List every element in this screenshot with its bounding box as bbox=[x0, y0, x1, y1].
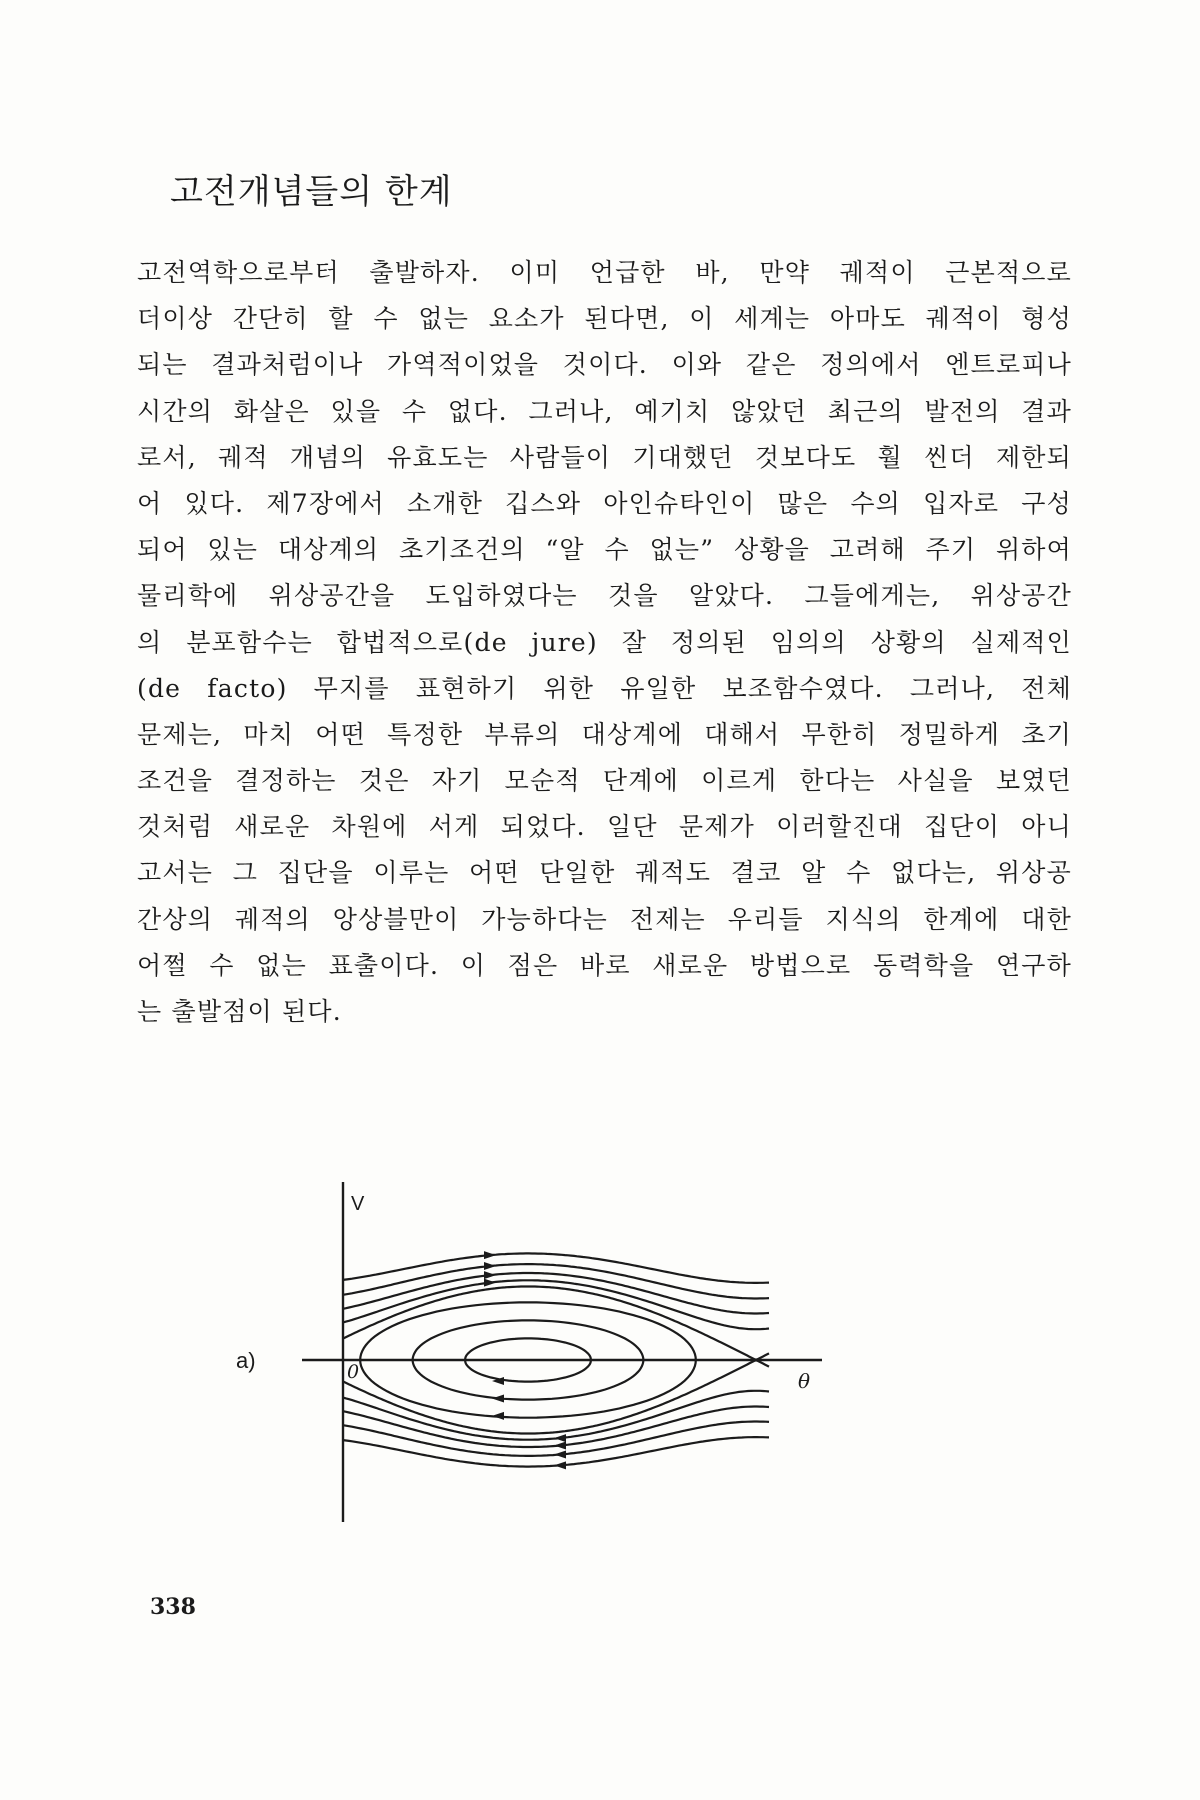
paragraph-line: 시간의 화살은 있을 수 없다. 그러나, 예기치 않았던 최근의 발전의 결과 bbox=[137, 396, 1072, 426]
panel-label: a) bbox=[236, 1348, 256, 1373]
flow-arrow bbox=[554, 1442, 566, 1450]
separatrix bbox=[343, 1287, 769, 1360]
paragraph-line: 고전역학으로부터 출발하자. 이미 언급한 바, 만약 궤적이 근본적으로 bbox=[137, 258, 1072, 287]
origin-label: 0 bbox=[347, 1361, 360, 1383]
flow-arrow bbox=[492, 1412, 504, 1420]
paragraph-line: 고서는 그 집단을 이루는 어떤 단일한 궤적도 결코 알 수 없다는, 위상공 bbox=[137, 858, 1072, 888]
body-paragraph bbox=[137, 250, 1072, 1035]
paragraph-line: 의 분포함수는 합법적으로(de jure) 잘 정의된 임의의 상황의 실제적인 bbox=[137, 627, 1072, 657]
paragraph-line: 간상의 궤적의 앙상블만이 가능하다는 전제는 우리들 지식의 한계에 대한 bbox=[137, 904, 1072, 934]
flow-arrow bbox=[484, 1251, 496, 1259]
phase-portrait-figure bbox=[230, 1130, 950, 1530]
rotation-trajectory bbox=[343, 1253, 769, 1283]
paragraph-line: 물리학에 위상공간을 도입하였다는 것을 알았다. 그들에게는, 위상공간 bbox=[137, 581, 1072, 611]
flow-arrow bbox=[554, 1451, 566, 1459]
paragraph-line: 것처럼 새로운 차원에 서게 되었다. 일단 문제가 이러할진대 집단이 아니 bbox=[137, 812, 1072, 842]
y-axis-label: V bbox=[351, 1193, 365, 1215]
page-number: 338 bbox=[150, 1594, 196, 1620]
paragraph-line: 어쩔 수 없는 표출이다. 이 점은 바로 새로운 방법으로 동력학을 연구하 bbox=[137, 950, 1072, 980]
flow-arrow bbox=[484, 1279, 496, 1287]
paragraph-line: 로서, 궤적 개념의 유효도는 사람들이 기대했던 것보다도 훨 씬더 제한되 bbox=[137, 442, 1072, 472]
flow-arrow bbox=[554, 1461, 566, 1469]
phase-portrait-svg bbox=[230, 1130, 950, 1530]
paragraph-line: 문제는, 마치 어떤 특정한 부류의 대상계에 대해서 무한히 정밀하게 초기 bbox=[137, 719, 1072, 749]
paragraph-line: 되는 결과처럼이나 가역적이었을 것이다. 이와 같은 정의에서 엔트로피나 bbox=[137, 350, 1072, 380]
paragraph-line: (de facto) 무지를 표현하기 위한 유일한 보조함수였다. 그러나, 전체 bbox=[137, 673, 1072, 703]
flow-arrow bbox=[554, 1434, 566, 1442]
flow-arrow bbox=[484, 1271, 496, 1279]
paragraph-line: 어 있다. 제7장에서 소개한 깁스와 아인슈타인이 많은 수의 입자로 구성 bbox=[137, 488, 1072, 518]
paragraph-line: 되어 있는 대상계의 초기조건의 “알 수 없는” 상황을 고려해 주기 위하여 bbox=[137, 535, 1072, 565]
section-heading: 고전개념들의 한계 bbox=[170, 172, 453, 212]
flow-arrow bbox=[484, 1262, 496, 1270]
paragraph-line: 더이상 간단히 할 수 없는 요소가 된다면, 이 세계는 아마도 궤적이 형성 bbox=[137, 304, 1072, 334]
rotation-trajectory bbox=[343, 1437, 769, 1467]
separatrix bbox=[343, 1361, 769, 1434]
paragraph-line: 조건을 결정하는 것은 자기 모순적 단계에 이르게 한다는 사실을 보였던 bbox=[137, 766, 1072, 796]
flow-arrow bbox=[492, 1394, 504, 1402]
x-axis-label: θ bbox=[798, 1369, 811, 1393]
paragraph-line: 는 출발점이 된다. bbox=[137, 997, 342, 1026]
